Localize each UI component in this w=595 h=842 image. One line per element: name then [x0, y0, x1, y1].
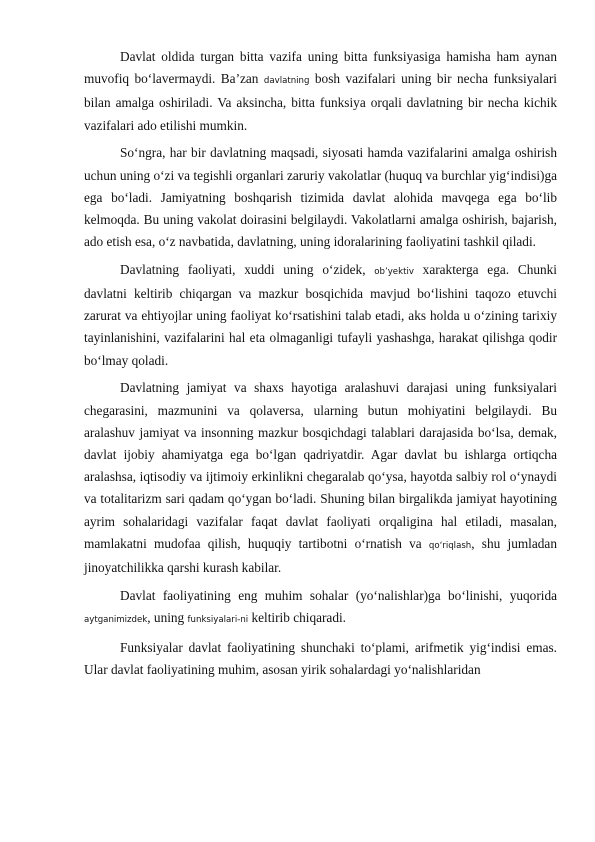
paragraph-text: xarakterga ega. Chunki davlatni keltirib chiqargan va mazkur bosqichida mavjud boʻlishini taqozo etuvchi zarurat va ehtiyojlar uning faoliyat koʻrsatishini talab etadi, aks holda u oʻzining tarixiy tayinlanishini, vazifalarini hal eta olmaganligi tufayli yashashga, harakat qilishga qodir boʻlmay qoladi. — [84, 261, 557, 368]
paragraph-text: , shu jumladan jinoyatchilikka qarshi kurash kabilar. — [84, 535, 557, 575]
paragraph-6 — [84, 637, 557, 681]
paragraph-text: Davlat faoliyatining eng muhim sohalar (yoʻnalishlar)ga boʻlinishi, yuqorida — [120, 587, 557, 603]
paragraph-text: Davlatning faoliyati, xuddi uning oʻzidek, — [120, 261, 375, 277]
paragraph-5 — [84, 585, 557, 631]
paragraph-text-small: ob’yektiv — [374, 266, 414, 277]
paragraph-text: Davlatning jamiyat va shaxs hayotiga aralashuvi darajasi uning funksiyalari chegarasini, mazmunini va qolaversa, ularning butun mohiyatini belgilaydi. Bu aralashuv jamiyat va insonning mazkur bosqichdagi talablari darajasida boʻlsa, demak, davlat ijobiy ahamiyatga ega boʻlgan qadriyatdir. Agar davlat bu ishlarga ortiqcha aralashsa, iqtisodiy va ijtimoiy erkinlikni chegaralab qoʻysa, hayotda salbiy rol oʻynaydi va totalitarizm sari qadam qoʻygan boʻladi. Shuning bilan birgalikda jamiyat hayotining ayrim sohalaridagi vazifalar faqat davlat faoliyati orqaligina hal etiladi, masalan, mamlakatni mudofaa qilish, huquqiy tartibotni oʻrnatish va — [84, 380, 557, 551]
paragraph-text-small: qo‘riqlash — [428, 540, 472, 551]
paragraph-2 — [84, 142, 557, 253]
paragraph-text: bosh vazifalari uning bir necha funksiyalari bilan amalga oshiriladi. Va aksincha, bitta funksiya orqali davlatning bir necha kichik vazifalari ado etilishi mumkin. — [84, 71, 557, 133]
paragraph-text: Davlat oldida turgan bitta vazifa uning bitta funksiyasiga hamisha ham aynan muvofiq boʻlavermaydi. Ba’zan — [84, 49, 557, 87]
paragraph-text-small: funksiyalari-ni — [187, 614, 249, 625]
paragraph-text: Soʻngra, har bir davlatning maqsadi, siyosati hamda vazifalarini amalga oshirish uchun uning oʻzi va tegishli organlari zaruriy vakolatlar (huquq va burchlar yigʻindisi)ga ega boʻladi. Jamiyatning boshqarish tizimida davlat alohida mavqega ega boʻlib kelmoqda. Bu uning vakolat doirasini belgilaydi. Vakolatlarni amalga oshirish, bajarish, ado etish esa, oʻz navbatida, davlatning, uning idoralarining faoliyatini tashkil qiladi. — [84, 145, 557, 250]
paragraph-3 — [84, 259, 557, 372]
paragraph-text: , uning — [147, 609, 188, 625]
paragraph-text: keltirib chiqaradi. — [248, 609, 347, 625]
paragraph-text: Funksiyalar davlat faoliyatining shunchaki toʻplami, arifmetik yigʻindisi emas. Ular davlat faoliyatining muhim, asosan yirik sohalardagi yoʻnalishlaridan — [84, 639, 557, 677]
paragraph-1 — [84, 46, 557, 137]
paragraph-text-small: davlatning — [263, 76, 310, 87]
document-page — [84, 46, 557, 686]
paragraph-4 — [84, 377, 557, 579]
paragraph-text-small: aytganimizdek — [84, 614, 148, 625]
